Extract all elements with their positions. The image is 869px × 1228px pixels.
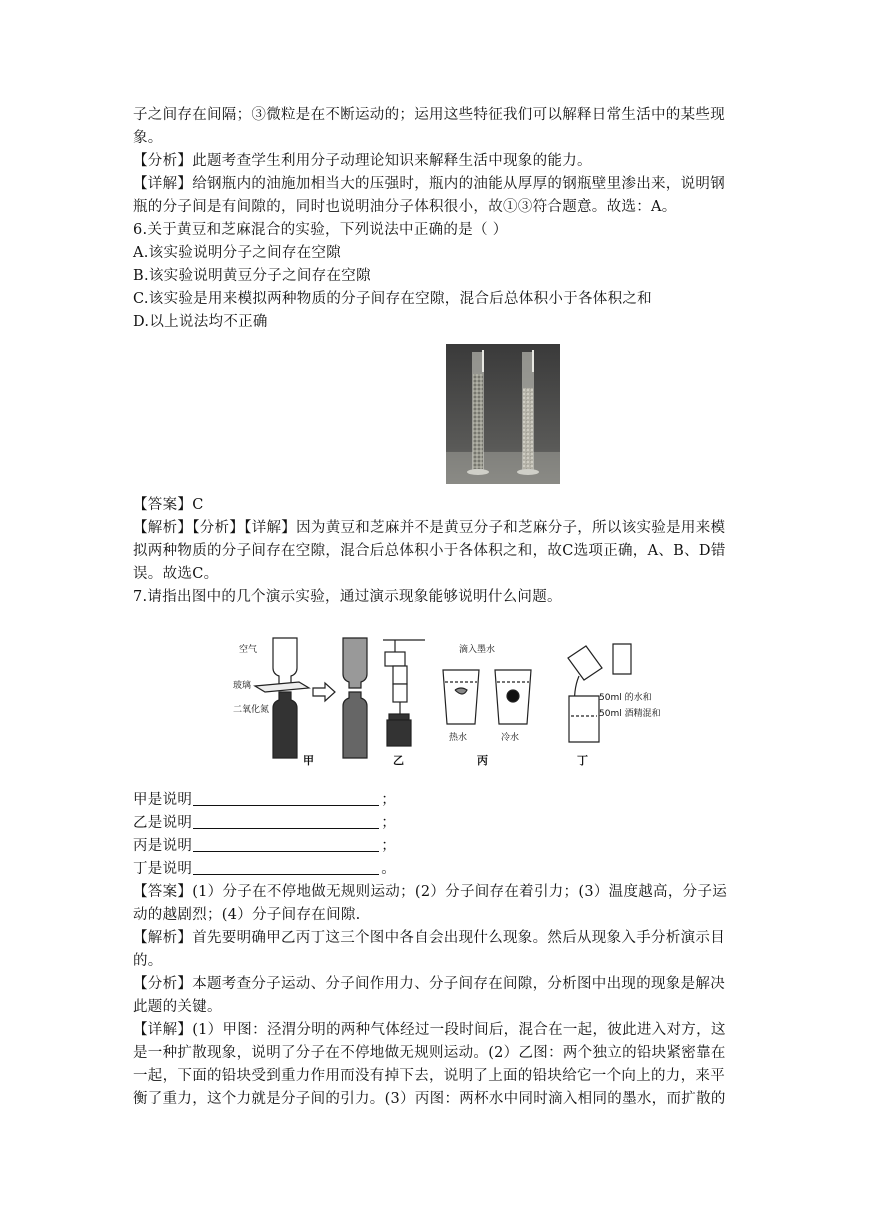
text-line: 的。: [133, 953, 163, 969]
text-line: 【分析】此题考查学生利用分子动理论知识来解释生活中现象的能力。: [133, 153, 592, 169]
blank-end: ；: [381, 815, 397, 831]
blank-end: ；: [381, 792, 397, 808]
label-mix-2: 50ml 酒精混和: [599, 709, 661, 719]
text-line: 【解析】首先要明确甲乙丙丁这三个图中各自会出现什么现象。然后从现象入手分析演示目: [133, 930, 725, 946]
label-ding: 丁: [577, 754, 588, 767]
option-b: B.该实验说明黄豆分子之间存在空隙: [133, 268, 371, 284]
question-6: 6.关于黄豆和芝麻混合的实验，下列说法中正确的是（ ）: [133, 222, 508, 238]
answer-blank[interactable]: [193, 859, 379, 875]
label-mix-1: 50ml 的水和: [599, 693, 652, 703]
text-line: 子之间存在间隔；③微粒是在不断运动的；运用这些特征我们可以解释日常生活中的某些现: [133, 107, 725, 123]
text-line: 衡了重力，这个力就是分子间的引力。(3）丙图：两杯水中同时滴入相同的墨水，而扩散的: [133, 1091, 726, 1107]
text-line: 瓶的分子间是有间隙的，同时也说明油分子体积很小，故①③符合题意。故选：A。: [133, 199, 677, 215]
label-glass: 玻璃: [233, 681, 252, 691]
blank-line-yi: [133, 812, 396, 834]
blank-end: ；: [381, 838, 397, 854]
label-yi: 乙: [393, 754, 404, 767]
text-line: 误。故选C。: [133, 566, 219, 582]
label-air: 空气: [239, 645, 258, 655]
text-line: 动的越剧烈；(4）分子间存在间隙.: [133, 907, 361, 923]
blank-label: 甲是说明: [133, 792, 193, 808]
option-a: A.该实验说明分子之间存在空隙: [133, 245, 342, 261]
blank-label: 乙是说明: [133, 815, 193, 831]
label-hot-water: 热水: [449, 733, 468, 743]
blank-label: 丁是说明: [133, 861, 193, 877]
answer-blank[interactable]: [193, 813, 379, 829]
blank-end: 。: [381, 861, 397, 877]
blank-line-jia: [133, 789, 396, 811]
label-bing: 丙: [477, 754, 488, 767]
text-line: 象。: [133, 130, 163, 146]
text-line: 【详解】给钢瓶内的油施加相当大的压强时，瓶内的油能从厚厚的钢瓶壁里渗出来，说明钢: [133, 176, 725, 192]
answer-7: 【答案】(1）分子在不停地做无规则运动；(2）分子间存在着引力；(3）温度越高，分子运: [133, 884, 728, 900]
answer-6: 【答案】C: [133, 497, 204, 513]
text-line: 是一种扩散现象，说明了分子在不停地做无规则运动。(2）乙图：两个独立的铅块紧密靠在: [133, 1045, 726, 1061]
text-line: 【分析】本题考查分子运动、分子间作用力、分子间存在间隙，分析图中出现的现象是解决: [133, 976, 725, 992]
beans-sesame-photo: [446, 344, 560, 484]
text-line: 此题的关键。: [133, 999, 222, 1015]
text-line: 【详解】(1）甲图：泾渭分明的两种气体经过一段时间后，混合在一起，彼此进入对方，这: [133, 1022, 726, 1038]
text-line: 一起，下面的铅块受到重力作用而没有掉下去，说明了上面的铅块给它一个向上的力，来平: [133, 1068, 725, 1084]
label-ink: 滴入墨水: [459, 645, 496, 655]
label-jia: 甲: [303, 754, 314, 767]
label-cold-water: 冷水: [501, 733, 520, 743]
question-7: 7.请指出图中的几个演示实验，通过演示现象能够说明什么问题。: [133, 589, 562, 605]
text-line: 【解析】【分析】【详解】因为黄豆和芝麻并不是黄豆分子和芝麻分子，所以该实验是用来模: [133, 520, 726, 536]
experiment-figure: [233, 630, 661, 772]
answer-blank[interactable]: [193, 790, 379, 806]
text-line: 拟两种物质的分子间存在空隙，混合后总体积小于各体积之和，故C选项正确，A、B、D错: [133, 543, 726, 559]
option-c: C.该实验是用来模拟两种物质的分子间存在空隙，混合后总体积小于各体积之和: [133, 291, 652, 307]
label-gas: 二氧化氮: [233, 705, 270, 715]
answer-blank[interactable]: [193, 836, 379, 852]
option-d: D.以上说法均不正确: [133, 314, 268, 330]
blank-line-ding: [133, 858, 396, 880]
blank-label: 丙是说明: [133, 838, 193, 854]
blank-line-bing: [133, 835, 396, 857]
